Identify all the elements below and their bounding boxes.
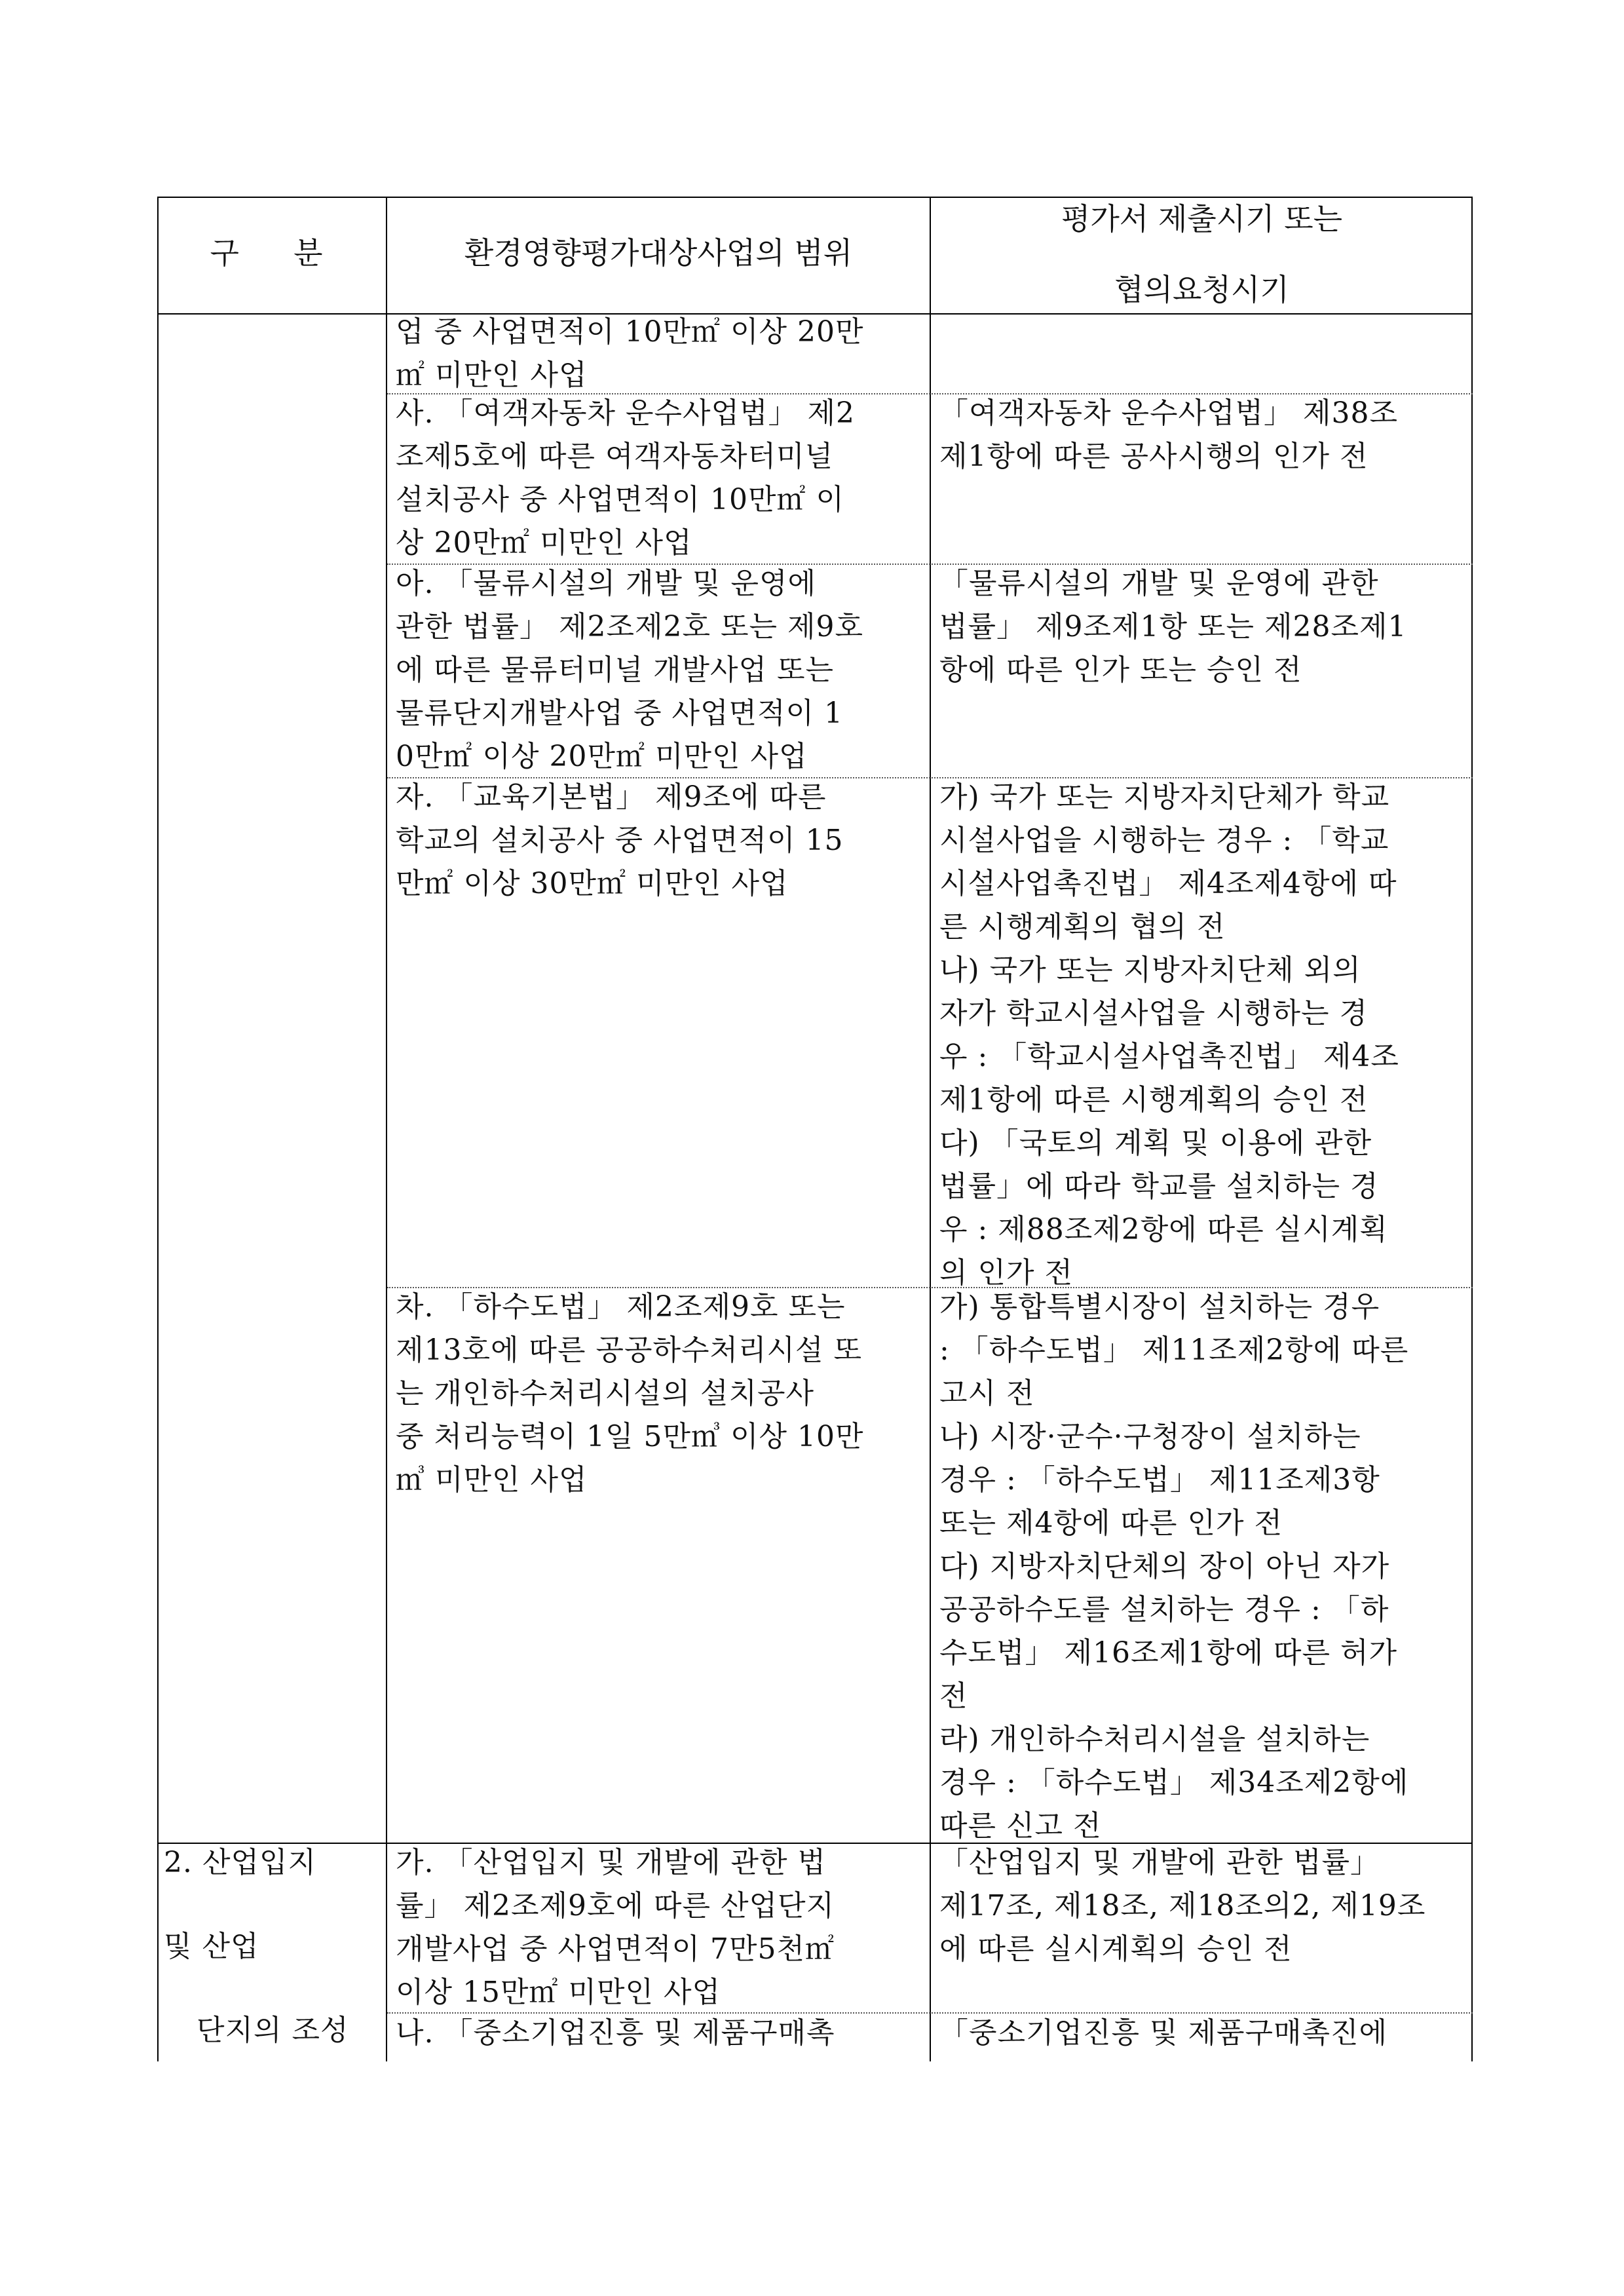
scope-line: 가. 「산업입지 및 개발에 관한 법 [396,1846,826,1879]
scope-line: ㎥ 미만인 사업 [396,1463,588,1497]
scope-line: 조제5호에 따른 여객자동차터미널 [396,440,834,473]
scope-line: 자. 「교육기본법」 제9조에 따른 [396,780,827,814]
timing-line: 법률」에 따라 학교를 설치하는 경 [939,1170,1379,1203]
timing-line: 제17조, 제18조, 제18조의2, 제19조 [939,1889,1426,1923]
timing-line: 다) 지방자치단체의 장이 아닌 자가 [939,1550,1390,1583]
timing-cell [939,562,1407,692]
timing-line: 가) 국가 또는 지방자치단체가 학교 [939,780,1390,814]
scope-cell [396,2012,835,2055]
timing-line: 따른 신고 전 [939,1809,1102,1843]
scope-line: 설치공사 중 사업면적이 10만㎡ 이 [396,483,844,516]
timing-line: 경우 : 「하수도법」 제11조제3항 [939,1463,1380,1497]
header-scope: 환경영향평가대상사업의 범위 [464,235,853,271]
scope-line: ㎡ 미만인 사업 [396,358,588,392]
timing-cell [939,2012,1388,2055]
scope-line: 는 개인하수처리시설의 설치공사 [396,1377,815,1410]
timing-line: 가) 통합특별시장이 설치하는 경우 [939,1290,1380,1324]
timing-line: 다) 「국토의 계획 및 이용에 관한 [939,1126,1372,1160]
timing-line: 우 : 「학교시설사업촉진법」 제4조 [939,1040,1399,1073]
timing-line: 나) 국가 또는 지방자치단체 외의 [939,953,1361,987]
column-divider [930,198,931,2061]
scope-line: 물류단지개발사업 중 사업면적이 1 [396,697,844,730]
timing-cell [939,776,1399,1295]
timing-line: 에 따른 실시계획의 승인 전 [939,1932,1293,1966]
timing-line: 제1항에 따른 공사시행의 인가 전 [939,440,1369,473]
scope-line: 아. 「물류시설의 개발 및 운영에 [396,567,816,600]
scope-line: 관한 법률」 제2조제2호 또는 제9호 [396,610,863,643]
scope-line: 0만㎡ 이상 20만㎡ 미만인 사업 [396,740,808,773]
timing-line: 공공하수도를 설치하는 경우 : 「하 [939,1593,1389,1626]
timing-line: 「물류시설의 개발 및 운영에 관한 [939,567,1379,600]
category-cell [164,1841,349,2052]
timing-line: 항에 따른 인가 또는 승인 전 [939,653,1302,687]
header-timing-line2: 협의요청시기 [1114,272,1289,307]
scope-cell [396,1841,835,2014]
category-line: 및 산업 [164,1930,259,1963]
timing-line: 시설사업을 시행하는 경우 : 「학교 [939,824,1389,857]
scope-line: 에 따른 물류터미널 개발사업 또는 [396,653,834,687]
timing-line: 우 : 제88조제2항에 따른 실시계획 [939,1213,1388,1246]
header-category: 구 분 [210,235,335,271]
scope-cell [396,562,863,778]
timing-line: 고시 전 [939,1377,1035,1410]
scope-line: 상 20만㎡ 미만인 사업 [396,526,692,560]
category-line: 단지의 조성 [197,2014,349,2047]
scope-line: 개발사업 중 사업면적이 7만5천㎡ [396,1932,835,1966]
timing-line: 른 시행계획의 협의 전 [939,910,1226,944]
timing-line: 「중소기업진흥 및 제품구매촉진에 [939,2016,1388,2050]
timing-line: 수도법」 제16조제1항에 따른 허가 [939,1636,1397,1670]
timing-line: 제1항에 따른 시행계획의 승인 전 [939,1083,1369,1117]
timing-line: 나) 시장·군수·구청장이 설치하는 [939,1420,1361,1453]
scope-line: 중 처리능력이 1일 5만㎥ 이상 10만 [396,1420,864,1453]
scope-line: 제13호에 따른 공공하수처리시설 또 [396,1333,863,1367]
timing-line: : 「하수도법」 제11조제2항에 따른 [939,1333,1409,1367]
scope-line: 이상 15만㎡ 미만인 사업 [396,1976,721,2009]
scope-line: 사. 「여객자동차 운수사업법」 제2 [396,396,855,430]
scope-cell [396,392,855,565]
timing-line: 시설사업촉진법」 제4조제4항에 따 [939,867,1397,900]
scope-line: 학교의 설치공사 중 사업면적이 15 [396,824,844,857]
scope-cell [396,776,843,906]
scope-line: 률」 제2조제9호에 따른 산업단지 [396,1889,835,1923]
scope-cell [396,311,863,397]
column-divider [386,198,387,2061]
scope-line: 업 중 사업면적이 10만㎡ 이상 20만 [396,315,864,349]
timing-line: 의 인가 전 [939,1256,1073,1290]
header-timing-line1: 평가서 제출시기 또는 [1061,201,1343,237]
regulation-table [157,197,1473,2061]
timing-cell [939,392,1398,478]
timing-line: 법률」 제9조제1항 또는 제28조제1 [939,610,1407,643]
scope-line: 나. 「중소기업진흥 및 제품구매촉 [396,2016,835,2050]
scope-cell [396,1286,863,1502]
timing-line: 「여객자동차 운수사업법」 제38조 [939,396,1399,430]
timing-cell [939,1841,1426,1971]
timing-line: 경우 : 「하수도법」 제34조제2항에 [939,1766,1409,1799]
timing-cell [939,1286,1408,1848]
timing-line: 또는 제4항에 따른 인가 전 [939,1506,1283,1540]
timing-line: 「산업입지 및 개발에 관한 법률」 [939,1846,1380,1879]
timing-line: 자가 학교시설사업을 시행하는 경 [939,997,1369,1030]
scope-line: 만㎡ 이상 30만㎡ 미만인 사업 [396,867,789,900]
timing-line: 라) 개인하수처리시설을 설치하는 [939,1723,1370,1756]
category-line: 2. 산업입지 [164,1846,316,1879]
scope-line: 차. 「하수도법」 제2조제9호 또는 [396,1290,846,1324]
timing-line: 전 [939,1679,968,1713]
